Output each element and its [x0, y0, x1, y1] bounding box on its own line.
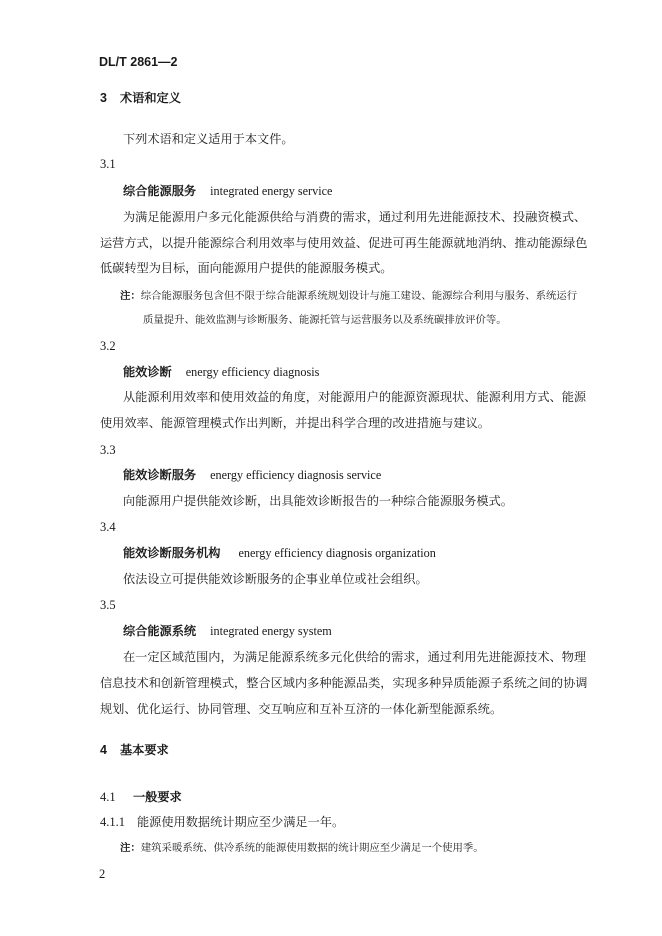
term-cn: 能效诊断: [123, 365, 172, 379]
term-en: energy efficiency diagnosis: [185, 365, 320, 379]
note-label: 注：: [120, 842, 141, 854]
section-3-intro: 下列术语和定义适用于本文件。: [123, 132, 294, 146]
term-heading: [123, 184, 332, 198]
term-cn: 综合能源服务: [123, 184, 197, 198]
term-cn: 能效诊断服务机构: [123, 546, 221, 560]
definition-line: 使用效率、能源管理模式作出判断，并提出科学合理的改进措施与建议。: [100, 416, 490, 430]
term-en: integrated energy system: [210, 624, 332, 638]
term-number: 3.2: [100, 339, 116, 353]
definition-line: 运营方式，以提升能源综合利用效率与使用效益、促进可再生能源就地消纳、推动能源绿色: [100, 236, 588, 250]
definition-line: 向能源用户提供能效诊断，出具能效诊断报告的一种综合能源服务模式。: [123, 494, 513, 508]
note-text: 质量提升、能效监测与诊断服务、能源托管与运营服务以及系统碳排放评价等。: [143, 314, 507, 326]
term-heading: [123, 365, 319, 379]
term-en: energy efficiency diagnosis organization: [238, 546, 436, 560]
term-en: integrated energy service: [210, 184, 333, 198]
clause-text: 能源使用数据统计期应至少满足一年。: [137, 815, 345, 829]
doc-code: DL/T 2861—2: [99, 55, 178, 69]
term-cn: 能效诊断服务: [123, 468, 197, 482]
page-number: 2: [99, 867, 106, 881]
definition-line: 低碳转型为目标，面向能源用户提供的能源服务模式。: [100, 261, 393, 275]
section-3-number: 3: [100, 91, 107, 105]
section-4-number: 4: [100, 743, 107, 757]
term-number: 3.1: [100, 157, 116, 171]
definition-line: 信息技术和创新管理模式，整合区域内多种能源品类，实现多种异质能源子系统之间的协调: [100, 676, 588, 690]
term-cn: 综合能源系统: [123, 624, 197, 638]
subsection-title: 一般要求: [133, 790, 182, 804]
note: [120, 290, 577, 303]
subsection-number: 4.1: [100, 790, 116, 804]
note-text: 综合能源服务包含但不限于综合能源系统规划设计与施工建设、能源综合利用与服务、系统运行: [140, 290, 578, 302]
definition-line: 从能源利用效率和使用效益的角度，对能源用户的能源资源现状、能源利用方式、能源: [123, 390, 587, 404]
term-heading: [123, 624, 332, 638]
definition-line: 在一定区域范围内，为满足能源系统多元化供给的需求，通过利用先进能源技术、物理: [123, 650, 587, 664]
note-label: 注：: [120, 290, 141, 302]
term-en: energy efficiency diagnosis service: [210, 468, 382, 482]
definition-line: 依法设立可提供能效诊断服务的企事业单位或社会组织。: [123, 572, 428, 586]
clause-number: 4.1.1: [100, 815, 125, 829]
note: [120, 842, 484, 855]
section-4-title: 基本要求: [120, 743, 169, 757]
term-number: 3.3: [100, 443, 116, 457]
note-text: 建筑采暖系统、供冷系统的能源使用数据的统计期应至少满足一个使用季。: [140, 842, 484, 854]
term-number: 3.5: [100, 598, 116, 612]
term-number: 3.4: [100, 520, 116, 534]
section-3-title: 术语和定义: [120, 91, 181, 105]
definition-line: 规划、优化运行、协同管理、交互响应和互补互济的一体化新型能源系统。: [100, 702, 503, 716]
term-heading: [123, 468, 381, 482]
term-heading: [123, 546, 436, 560]
definition-line: 为满足能源用户多元化能源供给与消费的需求，通过利用先进能源技术、投融资模式、: [123, 210, 587, 224]
